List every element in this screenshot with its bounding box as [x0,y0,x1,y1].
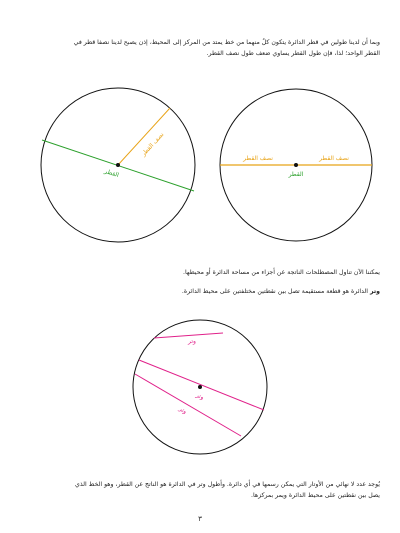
chord-definition-text: الدائرة هو قطعة مستقيمة تصل بين نقطتين مختلفتين على محيط الدائرة. [181,288,370,295]
right-radius-label-right: نصف القطر [319,155,349,162]
text-line: يمكننا الآن تناول المصطلحات الناتجة عن أجزاء من مساحة الدائرة أو محيطها. [183,269,380,276]
chord-label-bottom: وتر [177,405,188,416]
right-circle-figure [220,89,372,241]
text-line: وبما أن لدينا طولين في قطر الدائرة يتكون كلٌ منهما من خط يمتد من المركز إلى المحيط، إذن يصبح لدينا نصفا قطر في [73,39,380,46]
left-radius-label: نصف القطر [140,131,166,158]
term-chord: وتر [369,288,380,295]
right-diameter-label: القطر [288,171,304,178]
left-circle-figure [41,88,195,242]
chord-center-point [198,385,202,389]
chord-lower-line [135,374,241,436]
text-line: يصل بين نقطتين على محيط الدائرة ويمر بمركزها. [251,491,380,499]
right-center-point [294,163,298,167]
page-number: ٣ [198,515,202,523]
chord-circle-figure [133,320,267,454]
chord-diameter-line [139,360,264,410]
paragraph-longest-chord [75,480,380,501]
text-line: القطر الواحد؛ لذا، فإن طول القطر يساوي ضعف طول نصف القطر. [206,49,380,57]
chord-label-middle: وتر [194,391,205,402]
chord-label-top: وتر [188,338,196,345]
left-diameter-label: القطر [103,167,120,180]
right-radius-label-left: نصف القطر [243,155,273,162]
paragraph-chord-definition [182,287,380,298]
text-line: يُوجد عدد لا نهائي من الأوتار التي يمكن رسمها في أي دائرة. وأطول وتر في الدائرة هو الناتج عن القطر، وهو الخط الذي [74,481,380,488]
left-center-point [116,163,120,167]
paragraph-terms-intro [183,268,380,279]
